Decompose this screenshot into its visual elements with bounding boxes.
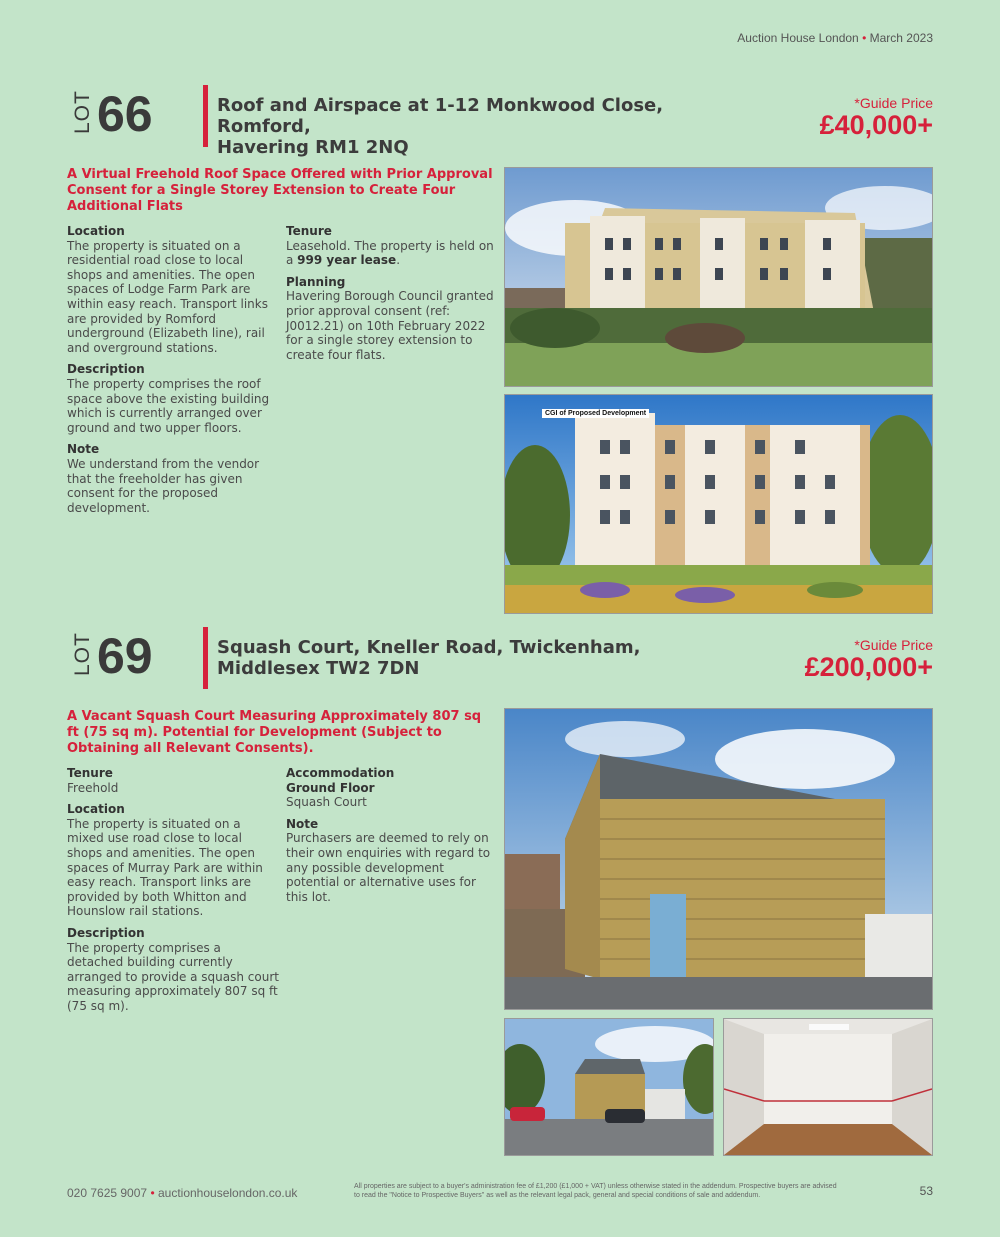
lot-headline: A Vacant Squash Court Measuring Approximately 807 sq ft (75 sq m). Potential for Development (Subject to Obtaining all Relevant Consents). — [67, 709, 482, 756]
lot-number: 69 — [97, 628, 153, 684]
planning-heading: Planning — [286, 274, 346, 289]
tenure-lease: 999 year lease — [297, 253, 397, 268]
guide-price-value: £200,000+ — [804, 652, 933, 682]
website-link[interactable]: auctionhouselondon.co.uk — [157, 1186, 298, 1200]
phone-number: 020 7625 9007 — [67, 1186, 148, 1200]
lot-title — [217, 95, 757, 158]
tenure-text: Freehold — [67, 780, 119, 795]
description-heading: Description — [67, 362, 145, 377]
location-heading: Location — [67, 224, 125, 238]
lot-details-left — [67, 224, 279, 515]
floor-label: Ground Floor — [286, 780, 375, 795]
note-heading: Note — [286, 816, 319, 831]
lot-label: LOT — [71, 632, 94, 676]
planning-text: Havering Borough Council granted prior approval consent (ref: J0012.21) on 10th February 2022 for a single storey extension to create four flats. — [286, 289, 494, 362]
description-text: The property comprises a detached building currently arranged to provide a squash court measuring approximately 807 sq ft (75 sq m). — [67, 940, 279, 1013]
lot-number: 66 — [97, 86, 153, 142]
lot-title-line2: Havering RM1 2NQ — [217, 137, 409, 158]
lot-details-right — [286, 224, 496, 362]
cgi-caption: CGI of Proposed Development — [542, 409, 649, 418]
guide-price-label: *Guide Price — [854, 95, 933, 111]
property-photo-street — [504, 1018, 714, 1156]
property-photo-existing — [504, 167, 933, 387]
lot-title-line1: Squash Court, Kneller Road, Twickenham, — [217, 637, 641, 658]
lot-label: LOT — [71, 90, 94, 134]
footer-separator: • — [150, 1186, 155, 1200]
tenure-text-post: . — [396, 253, 401, 268]
issue-date: March 2023 — [869, 31, 933, 45]
property-photo-cgi — [504, 394, 933, 614]
note-text: Purchasers are deemed to rely on their own enquiries with regard to any possible development potential or alternative uses for this lot. — [286, 831, 491, 904]
lot-title-line1: Roof and Airspace at 1-12 Monkwood Close, Romford, — [217, 95, 664, 137]
lot-title — [217, 637, 757, 679]
title-divider — [203, 627, 208, 689]
description-heading: Description — [67, 925, 145, 940]
note-heading: Note — [67, 442, 100, 457]
guide-price-label: *Guide Price — [854, 637, 933, 653]
property-photo-interior — [723, 1018, 933, 1156]
tenure-heading: Tenure — [67, 766, 113, 780]
location-text: The property is situated on a mixed use road close to local shops and amenities. The open spaces of Murray Park are within easy reach. Transport links are provided by both Whitton and Hounslow rail stations. — [67, 816, 263, 919]
room-text: Squash Court — [286, 795, 367, 810]
lot-headline: A Virtual Freehold Roof Space Offered with Prior Approval Consent for a Single Storey Extension to Create Four Additional Flats — [67, 167, 493, 214]
page-number: 53 — [919, 1184, 933, 1198]
note-text: We understand from the vendor that the freeholder has given consent for the proposed development. — [67, 456, 260, 515]
header-separator: • — [862, 31, 867, 45]
location-text: The property is situated on a residential road close to local shops and amenities. The open spaces of Lodge Farm Park are within easy reach. Transport links are provided by Romford underground (Elizabeth line), rail and overground stations. — [67, 238, 268, 355]
footer-disclaimer: All properties are subject to a buyer's administration fee of £1,200 (£1,000 + VAT) unless otherwise stated in the addendum. Prospective buyers are advised to read the "Notice to Prospective Buyers" as well as the relevant legal pack, general and special conditions of sale and addendum. — [354, 1183, 837, 1199]
property-photo-exterior — [504, 708, 933, 1010]
lot-details-right — [286, 766, 496, 904]
guide-price-value: £40,000+ — [819, 110, 933, 140]
location-heading: Location — [67, 802, 125, 817]
lot-details-left — [67, 766, 279, 1014]
page-header — [737, 31, 933, 45]
description-text: The property comprises the roof space above the existing building which is currently arranged over ground and two upper floors. — [67, 376, 270, 435]
tenure-text — [286, 239, 496, 268]
title-divider — [203, 85, 208, 147]
tenure-heading: Tenure — [286, 224, 332, 238]
lot-title-line2: Middlesex TW2 7DN — [217, 658, 420, 679]
accommodation-heading: Accommodation — [286, 766, 395, 780]
footer-contact — [67, 1186, 297, 1200]
tenure-text-pre: Leasehold. The property is held on a — [286, 238, 494, 268]
publisher-name: Auction House London — [737, 31, 859, 45]
